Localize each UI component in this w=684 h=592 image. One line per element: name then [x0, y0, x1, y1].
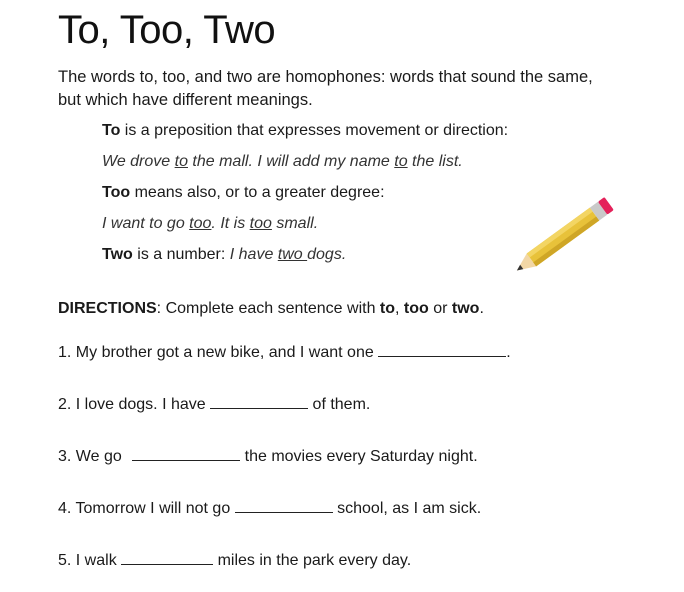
- directions: [58, 298, 484, 320]
- pencil-highlight: [527, 208, 593, 258]
- example-two: [230, 246, 347, 263]
- question-text: of them.: [308, 396, 371, 413]
- example-highlight: to: [174, 153, 188, 170]
- term-two: Two: [102, 246, 133, 263]
- definition-too: [102, 182, 385, 204]
- example-highlight: too: [249, 215, 272, 232]
- answer-blank-5[interactable]: [121, 550, 213, 565]
- question-text: 4. Tomorrow I will not go: [58, 500, 235, 517]
- example-to: [102, 151, 463, 173]
- example-highlight: too: [189, 215, 212, 232]
- example-highlight: to: [394, 153, 408, 170]
- question-text: 3. We go: [58, 448, 127, 465]
- directions-word: too: [403, 300, 429, 317]
- example-text: dogs.: [307, 246, 347, 263]
- question-text: school, as I am sick.: [332, 500, 482, 517]
- question-5: [58, 550, 411, 572]
- answer-blank-2[interactable]: [210, 394, 308, 409]
- directions-word: to: [379, 300, 396, 317]
- question-text: miles in the park every day.: [213, 552, 412, 569]
- page-title: To, Too, Two: [58, 8, 276, 52]
- example-too: [102, 213, 318, 235]
- pencil-shadow: [533, 217, 599, 267]
- question-3: [58, 446, 478, 468]
- definition-two: [102, 244, 346, 266]
- directions-label: DIRECTIONS: [58, 300, 157, 317]
- definition-to-text: is a preposition that expresses movement or direction:: [120, 122, 509, 139]
- pencil-icon: [498, 192, 628, 282]
- question-text: the movies every Saturday night.: [240, 448, 478, 465]
- directions-text: : Complete each sentence with: [156, 300, 380, 317]
- question-4: [58, 498, 481, 520]
- directions-word: two: [451, 300, 480, 317]
- example-text: the mall. I will add my name: [187, 153, 395, 170]
- question-text: 5. I walk: [58, 552, 122, 569]
- directions-text: .: [479, 300, 484, 317]
- example-text: the list.: [407, 153, 463, 170]
- intro-paragraph: The words to, too, and two are homophones: words that sound the same, but which have different meanings.: [58, 68, 593, 109]
- term-too: Too: [102, 184, 131, 201]
- question-text: .: [506, 344, 511, 361]
- definition-to: [102, 120, 508, 142]
- example-text: small.: [271, 215, 319, 232]
- example-highlight: two: [277, 246, 308, 263]
- term-to: To: [102, 122, 121, 139]
- question-1: [58, 342, 511, 364]
- answer-blank-1[interactable]: [378, 342, 506, 357]
- question-text: 1. My brother got a new bike, and I want one: [58, 344, 379, 361]
- example-text: I want to go: [102, 215, 190, 232]
- pencil-body: [527, 208, 600, 267]
- question-text: 2. I love dogs. I have: [58, 396, 211, 413]
- example-text: I have: [229, 246, 278, 263]
- example-text: . It is: [211, 215, 250, 232]
- directions-text: or: [428, 300, 452, 317]
- definition-too-text: means also, or to a greater degree:: [130, 184, 385, 201]
- definition-two-text: is a number:: [132, 246, 230, 263]
- question-2: [58, 394, 370, 416]
- answer-blank-3[interactable]: [132, 446, 240, 461]
- example-text: We drove: [102, 153, 175, 170]
- directions-text: ,: [395, 300, 404, 317]
- answer-blank-4[interactable]: [235, 498, 333, 513]
